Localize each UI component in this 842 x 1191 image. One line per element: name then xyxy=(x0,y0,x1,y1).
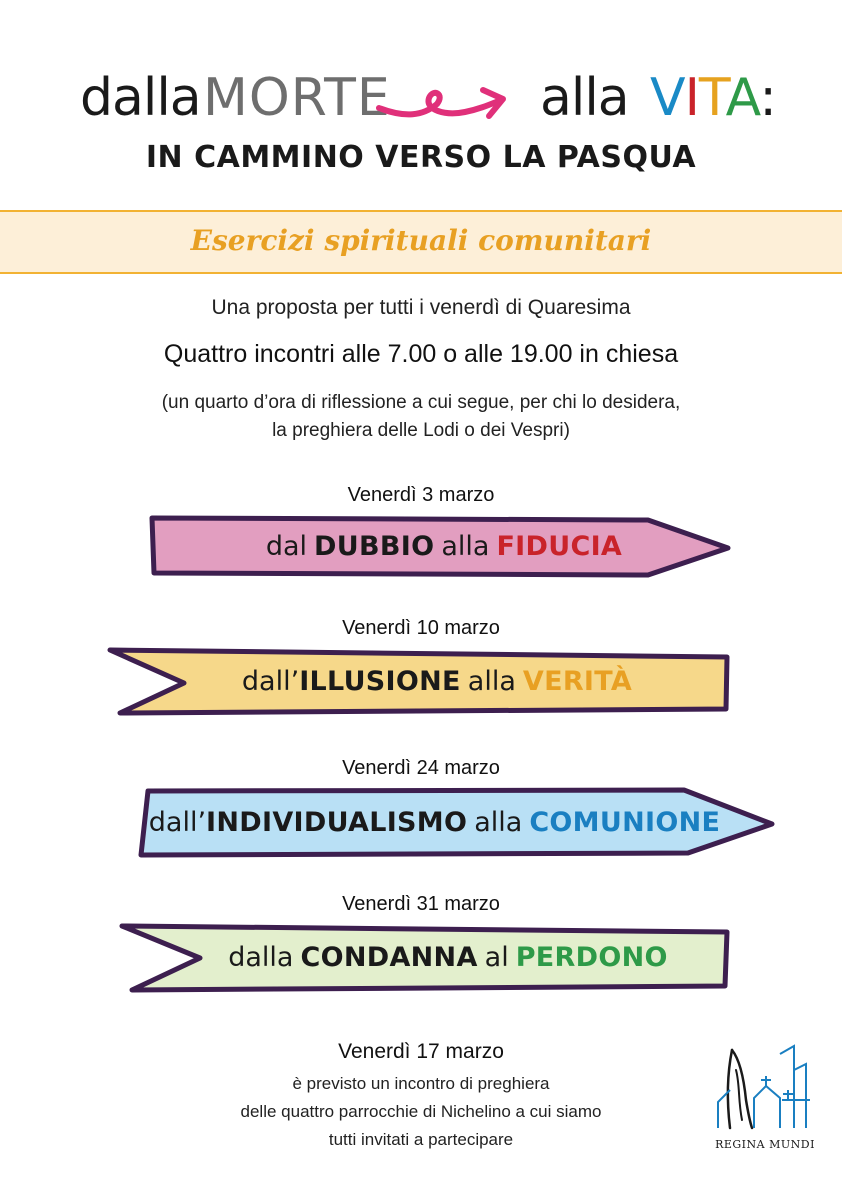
sign-arrow-left xyxy=(106,647,731,715)
title-word-vita xyxy=(650,68,776,128)
sign-from: ILLUSIONE xyxy=(299,665,461,697)
footer-date: Venerdì 17 marzo xyxy=(338,1040,504,1063)
sign-to: PERDONO xyxy=(515,941,668,973)
sign-from: INDIVIDUALISMO xyxy=(206,806,468,838)
main-title xyxy=(0,60,842,140)
sign-arrow-right xyxy=(136,787,776,857)
sign-from: CONDANNA xyxy=(300,941,478,973)
sign-to: VERITÀ xyxy=(522,665,633,697)
sign-from: DUBBIO xyxy=(314,530,435,562)
sign-to: COMUNIONE xyxy=(529,806,721,838)
headline-text: Quattro incontri alle 7.00 o alle 19.00 in chiesa xyxy=(163,340,679,368)
sign-word: dalla xyxy=(228,941,294,973)
sign-word: alla xyxy=(467,665,516,697)
meeting-date: Venerdì 3 marzo xyxy=(347,484,495,506)
title-word-alla: alla xyxy=(540,68,629,128)
sign-word: dal xyxy=(265,530,308,562)
sign-label xyxy=(136,787,776,857)
sign-arrow-right xyxy=(148,515,733,577)
note-line-2: la preghiera delle Lodi o dei Vespri) xyxy=(272,420,570,441)
vita-letter: V xyxy=(650,68,685,128)
sign-word: dall’ xyxy=(241,665,300,697)
vita-letter: T xyxy=(698,68,726,128)
regina-mundi-logo xyxy=(710,1040,820,1160)
intro-text: Una proposta per tutti i venerdì di Quaresima xyxy=(211,296,631,319)
footer-line-2: delle quattro parrocchie di Nichelino a cui siamo xyxy=(240,1102,602,1121)
meeting-date: Venerdì 31 marzo xyxy=(342,893,500,915)
title-word-morte: MORTE xyxy=(203,68,391,128)
church-logo-icon xyxy=(710,1040,820,1140)
footer-line-3: tutti invitati a partecipare xyxy=(328,1130,514,1149)
subtitle: IN CAMMINO VERSO LA PASQUA xyxy=(145,140,697,175)
sign-label xyxy=(118,922,731,992)
section-band xyxy=(0,210,842,274)
sign-label xyxy=(148,515,733,577)
meeting-date: Venerdì 24 marzo xyxy=(342,757,500,779)
curly-arrow-icon xyxy=(375,80,510,130)
sign-word: alla xyxy=(441,530,490,562)
meeting-date: Venerdì 10 marzo xyxy=(342,617,500,639)
sign-word: dall’ xyxy=(148,806,207,838)
band-title: Esercizi spirituali comunitari xyxy=(190,224,652,257)
sign-arrow-left xyxy=(118,922,731,992)
footer-line-1: è previsto un incontro di preghiera xyxy=(292,1074,550,1093)
sign-word: al xyxy=(484,941,509,973)
sign-to: FIDUCIA xyxy=(496,530,623,562)
note-line-1: (un quarto d’ora di riflessione a cui segue, per chi lo desidera, xyxy=(161,392,681,413)
title-word-dalla: dalla xyxy=(80,68,201,128)
vita-letter: I xyxy=(684,68,699,128)
vita-letter: A xyxy=(725,68,760,128)
vita-colon: : xyxy=(759,68,776,128)
sign-word: alla xyxy=(474,806,523,838)
sign-label xyxy=(106,647,731,715)
logo-text: REGINA MUNDI xyxy=(715,1138,815,1151)
